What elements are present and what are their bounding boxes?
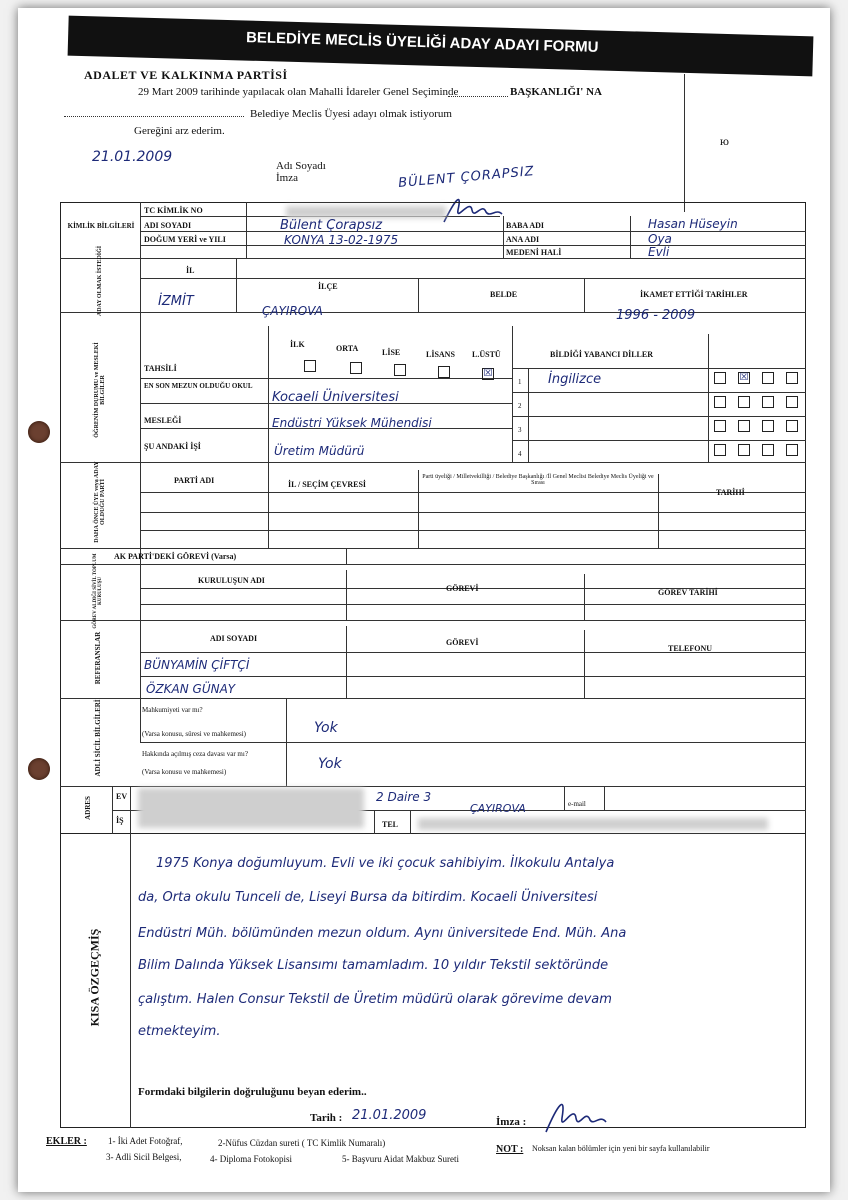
dil-cb-1d[interactable] — [786, 372, 798, 384]
dogum-label: DOĞUM YERİ ve YILI — [144, 235, 226, 244]
ozgecmis-line-3: Endüstri Müh. bölümünden mezun oldum. Aynı üniversitede End. Müh. Ana — [138, 926, 627, 941]
ozgecmis-line-5: çalıştım. Halen Consur Tekstil de Üretim müdürü olarak görevime devam — [138, 992, 612, 1007]
referans-section: REFERANSLAR — [94, 631, 102, 685]
stk-section: GÖREV ALDIĞI SİVİL TOPLUM KURULUŞU — [93, 553, 103, 629]
dil-row-3: 3 — [518, 426, 522, 434]
tarih-value: 21.01.2009 — [352, 1108, 427, 1123]
punch-hole-bottom — [28, 758, 50, 780]
party-name: ADALET VE KALKINMA PARTİSİ — [84, 68, 288, 82]
dil-cb-2d[interactable] — [786, 396, 798, 408]
medeni-value: Evli — [648, 245, 670, 259]
ev-visible: 2 Daire 3 — [376, 790, 432, 804]
ev-visible-2: ÇAYIROVA — [470, 802, 526, 815]
level-orta: ORTA — [336, 344, 359, 353]
parti-uyeligi-label: Parti üyeliği / Milletvekilliği / Belediye Başkanlığı /İl Genel Meclisi Belediye Meclis Üyeliği ve Sırası — [422, 474, 654, 486]
candidate-line: Belediye Meclis Üyesi adayı olmak istiyorum — [250, 108, 452, 120]
is-label: ŞU ANDAKİ İŞİ — [144, 442, 201, 451]
dil-cb-3d[interactable] — [786, 420, 798, 432]
ref-adsoyad-label: ADI SOYADI — [210, 634, 258, 643]
ekler-label: EKLER : — [46, 1136, 87, 1147]
okul-label: EN SON MEZUN OLDUĞU OKUL — [144, 382, 253, 390]
dil-cb-3c[interactable] — [762, 420, 774, 432]
ogrenim-section: ÖĞRENİM DURUMU ve MESLEKİ BİLGİLER — [94, 342, 106, 438]
arz: Gereğini arz ederim. — [134, 125, 225, 137]
ana-label: ANA ADI — [506, 235, 540, 244]
bottom-signature-icon — [540, 1092, 610, 1138]
dil-cb-1c[interactable] — [762, 372, 774, 384]
not-text: Noksan kalan bölümler için yeni bir sayfa kullanılabilir — [532, 1144, 710, 1153]
dogum-value: KONYA 13-02-1975 — [284, 233, 399, 247]
adsoyad-label-2: ADI SOYADI — [144, 221, 192, 230]
q1-answer: Yok — [314, 720, 338, 736]
meslek-label: MESLEĞİ — [144, 416, 182, 425]
form-sheet — [18, 8, 830, 1192]
adli-section: ADLİ SİCİL BİLGİLERİ — [94, 699, 102, 777]
address-redacted — [138, 788, 364, 828]
dotted-fill — [448, 96, 508, 97]
dil-row-1: 1 — [518, 378, 522, 386]
ana-value: Oya — [648, 232, 672, 246]
checkbox-lustu-checked[interactable]: ☒ — [483, 368, 493, 379]
dil-cb-3a[interactable] — [714, 420, 726, 432]
kimlik-section: KİMLİK BİLGİLERİ — [67, 222, 135, 230]
ref-1-name: BÜNYAMİN ÇİFTÇİ — [144, 658, 250, 672]
ozgecmis-line-6: etmekteyim. — [138, 1024, 221, 1039]
dil-cb-4a[interactable] — [714, 444, 726, 456]
dil-cb-4d[interactable] — [786, 444, 798, 456]
tarihi-label: TARİHİ — [716, 488, 745, 497]
imza-bottom-label: İmza : — [496, 1116, 527, 1128]
kurulus-label: KURULUŞUN ADI — [198, 576, 265, 585]
beyan-text: Formdaki bilgilerin doğruluğunu beyan ederim.. — [138, 1086, 367, 1098]
tel-label: TEL — [382, 820, 399, 829]
ak-gorev-title: AK PARTİ'DEKİ GÖREVİ (Varsa) — [114, 552, 237, 561]
ek-5: 5- Başvuru Aidat Makbuz Sureti — [342, 1154, 459, 1164]
dil-cb-4b[interactable] — [738, 444, 750, 456]
parti-adi-label: PARTİ ADI — [174, 476, 215, 485]
imza-label: İmza — [276, 172, 298, 184]
ozgecmis-box — [60, 834, 806, 1128]
il-value: İZMİT — [158, 294, 194, 309]
ek-1: 1- İki Adet Fotoğraf, — [108, 1136, 183, 1146]
telefon-label: TELEFONU — [668, 644, 713, 653]
email-label: e-mail — [568, 800, 586, 808]
level-lustu: L.ÜSTÜ — [472, 350, 501, 359]
ilce-value: ÇAYIROVA — [262, 304, 323, 318]
tarih-label: Tarih : — [310, 1112, 343, 1124]
baskanlik: BAŞKANLIĞI' NA — [510, 86, 602, 98]
tel-redacted — [418, 818, 768, 830]
stk-gorevi-label: GÖREVİ — [446, 584, 479, 593]
ozgecmis-section: KISA ÖZGEÇMİŞ — [87, 928, 102, 1027]
ozgecmis-line-2: da, Orta okulu Tunceli de, Liseyi Bursa da bitirdim. Kocaeli Üniversitesi — [138, 890, 598, 905]
level-lisans: LİSANS — [426, 350, 455, 359]
ref-gorevi-label: GÖREVİ — [446, 638, 479, 647]
ikamet-value: 1996 - 2009 — [616, 308, 696, 323]
ozgecmis-line-4: Bilim Dalında Yüksek Lisansımı tamamladım. 10 yıldır Tekstil sektöründe — [138, 958, 609, 973]
dil-cb-2a[interactable] — [714, 396, 726, 408]
dotted-fill-2 — [64, 116, 244, 117]
baba-value: Hasan Hüseyin — [648, 217, 738, 231]
aday-section: ADAY OLMAK İSTEDİĞİ — [97, 245, 103, 317]
dil-1-value: İngilizce — [548, 372, 602, 387]
punch-hole-top — [28, 421, 50, 443]
dil-row-4: 4 — [518, 450, 522, 458]
q2-label: Hakkında açılmış ceza davası var mı? — [142, 750, 248, 758]
dil-label: BİLDİĞİ YABANCI DİLLER — [550, 350, 653, 359]
header-date: 21.01.2009 — [92, 149, 173, 165]
dil-row-2: 2 — [518, 402, 522, 410]
checkbox-lise[interactable] — [394, 364, 406, 376]
ek-2: 2-Nüfus Cüzdan sureti ( TC Kimlik Numaralı) — [218, 1138, 386, 1148]
dil-cb-1b[interactable]: ☒ — [739, 372, 749, 383]
checkbox-ilk[interactable] — [304, 360, 316, 372]
is-value: Üretim Müdürü — [274, 444, 365, 458]
level-ilk: İLK — [290, 340, 305, 349]
belde-label: BELDE — [490, 290, 518, 299]
dil-cb-3b[interactable] — [738, 420, 750, 432]
tc-label: TC KİMLİK NO — [144, 206, 203, 215]
checkbox-orta[interactable] — [350, 362, 362, 374]
ref-2-name: ÖZKAN GÜNAY — [146, 682, 236, 696]
tahsil-label: TAHSİLİ — [144, 364, 177, 373]
level-lise: LİSE — [382, 348, 401, 357]
dil-cb-1a[interactable] — [714, 372, 726, 384]
baba-label: BABA ADI — [506, 221, 545, 230]
medeni-label: MEDENİ HALİ — [506, 248, 562, 257]
adres-section: ADRES — [84, 796, 92, 820]
q1-label: Mahkumiyeti var mı? — [142, 706, 203, 714]
il-secim-label: İL / SEÇİM ÇEVRESİ — [288, 480, 367, 489]
dil-cb-2b[interactable] — [738, 396, 750, 408]
parti-section: DAHA ÖNCE ÜYE veya ADAY OLDUĞU PARTİ — [94, 461, 106, 543]
election-line: 29 Mart 2009 tarihinde yapılacak olan Mahalli İdareler Genel Seçiminde — [138, 86, 459, 98]
form-title: BELEDİYE MECLİS ÜYELİĞİ ADAY ADAYI FORMU — [245, 29, 599, 56]
ek-3: 3- Adli Sicil Belgesi, — [106, 1152, 182, 1162]
q2-answer: Yok — [318, 756, 342, 772]
header-right-line — [684, 74, 685, 212]
adsoyad-value: Bülent Çorapsız — [280, 218, 383, 233]
dil-cb-4c[interactable] — [762, 444, 774, 456]
ilce-label: İLÇE — [318, 282, 338, 291]
il-label: İL — [186, 266, 195, 275]
tc-redacted — [286, 206, 446, 218]
gorev-tarihi-label: GÖREV TARİHİ — [658, 588, 718, 597]
okul-value: Kocaeli Üniversitesi — [272, 390, 399, 405]
ek-4: 4- Diploma Fotokopisi — [210, 1154, 293, 1164]
ev-label: EV — [116, 792, 128, 801]
q1-sub: (Varsa konusu, süresi ve mahkemesi) — [142, 730, 247, 738]
ozgecmis-line-1: 1975 Konya doğumluyum. Evli ve iki çocuk sahibiyim. İlkokulu Antalya — [156, 856, 615, 871]
adsoyad-label: Adı Soyadı — [276, 160, 326, 172]
header-name: BÜLENT ÇORAPSIZ — [397, 164, 536, 191]
not-label: NOT : — [496, 1144, 524, 1155]
q2-sub: (Varsa konusu ve mahkemesi) — [142, 768, 227, 776]
ikamet-label: İKAMET ETTİĞİ TARİHLER — [640, 290, 748, 299]
dil-cb-2c[interactable] — [762, 396, 774, 408]
meslek-value: Endüstri Yüksek Mühendisi — [272, 416, 432, 430]
is-adres-label: İŞ — [116, 816, 124, 825]
checkbox-lisans[interactable] — [438, 366, 450, 378]
corner-mark: ю — [720, 134, 729, 148]
